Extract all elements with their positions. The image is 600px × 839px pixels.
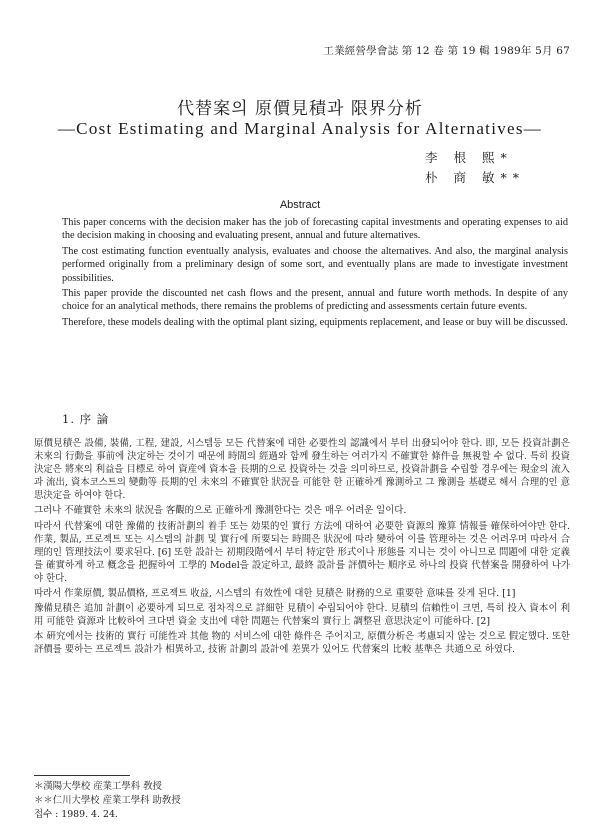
footnotes (34, 780, 334, 822)
section-heading: 1. 序 論 (62, 412, 110, 426)
author-name: 朴 商 敏** (425, 170, 525, 185)
abstract-heading: Abstract (279, 199, 321, 211)
section-body (34, 437, 570, 659)
footnote-received-date: 접수 : 1989. 4. 24. (34, 809, 118, 820)
abstract-paragraph: This paper concerns with the decision maker has the job of forecasting capital investments and operating expenses to aid the decision making in choosing and evaluating present, annual and future alternatives. (62, 217, 568, 242)
paper-title-korean: 代替案의 原價見積과 限界分析 (177, 99, 423, 119)
running-head: 工業經營學會誌 第 12 卷 第 19 輯 1989年 5月 67 (323, 45, 570, 57)
body-paragraph: 그러나 不確實한 未來의 狀況을 客觀的으로 正確하게 豫測한다는 것은 매우 어려운 일이다. (34, 505, 407, 517)
body-paragraph: 따라서 代替案에 대한 豫備的 技術計劃의 着手 또는 効果的인 實行 方法에 대하여 必要한 資源의 豫算 情報를 確保하여야만 한다. 作業, 製品, 프로젝트 또는 시스템의 計劃 및 實行에 所要되는 時間은 狀況에 따라 變하여 이를 管理하는 것은 어려우며 따라서 合理的인 管理技法이 要求된다. [6] 또한 設計는 初期段階에서 부터 特定한 形式이나 形態를 지니는 것이 아니므로 問題에 대한 定義를 確實하게 하고 槪念을 把握하여 工學的 Model을 設定하고, 最終 設計를 評價하는 順序로 하나의 投資 代替案을 開發하여 나가야 한다. (34, 520, 570, 584)
abstract-paragraph: Therefore, these models dealing with the optimal plant sizing, equipments replacement, and lease or buy will be discussed. (62, 316, 568, 328)
abstract-paragraph: The cost estimating function eventually analysis, evaluates and choose the alternatives. And also, the marginal analysis performed originally from a preliminary design of some sort, and eventually plans are made to investigate investment possibilities. (62, 245, 568, 284)
author-name: 李 根 熙* (425, 150, 513, 165)
author-list (425, 148, 545, 188)
paper-title-english: —Cost Estimating and Marginal Analysis for Alternatives— (57, 119, 543, 138)
abstract-body (62, 216, 568, 331)
abstract-paragraph: This paper provide the discounted net cash flows and the present, annual and future worth methods. In despite of any choice for an analytical methods, there remains the problems of predicting and assessments certain future events. (62, 288, 568, 313)
body-paragraph: 豫備見積은 追加 計劃이 必要하게 되므로 점차적으로 詳細한 見積이 수립되어야 한다. 見積의 信賴性이 크면, 특히 投入 資本이 利用 可能한 資源과 比較하여 크다면 資金 支出에 대한 問題는 代替案의 實行上 調整된 意思決定이 可能하다. [2] (34, 603, 570, 628)
body-paragraph: 原價見積은 設備, 裝備, 工程, 建設, 시스템등 모든 代替案에 대한 必要性의 認識에서 부터 出發되어야 한다. 即, 모든 投資計劃은 未來의 行動을 事前에 決定하는 것이기 때문에 時間의 經過와 함께 發生하는 여러가지 不確實한 條件을 無視할 수 없다. 특히 投資決定은 將來의 利益을 目標로 하여 資産에 資本을 長期的으로 投資하는 것을 의미하므로, 投資計劃을 수립할 경우에는 現金의 流入과 流出, 資本코스트의 變動等 長期的인 未來의 不確實한 狀況을 可能한 한 正確하게 豫測하고 그 豫測을 基礎로 해서 合理的인 意思決定을 하여야 한다. (34, 438, 570, 502)
footnote-affiliation: ＊漢陽大學校 産業工學科 敎授 (34, 781, 162, 792)
body-paragraph: 따라서 作業原價, 製品價格, 프로젝트 收益, 시스템의 有效性에 대한 見積은 財務的으로 重要한 意味를 갖게 된다. [1] (34, 588, 516, 600)
footnote-divider (34, 775, 130, 776)
footnote-affiliation: ＊＊仁川大學校 産業工學科 助敎授 (34, 795, 181, 806)
body-paragraph: 本 硏究에서는 技術的 實行 可能性과 其他 物的 서비스에 대한 條件은 주어지고, 原價分析은 考慮되지 않는 것으로 假定했다. 또한 評價를 要하는 프로젝트 設計가 相異하고, 技術 計劃의 設計에 差異가 있어도 代替案의 比較 基準은 共通으로 하였다. (34, 631, 570, 656)
